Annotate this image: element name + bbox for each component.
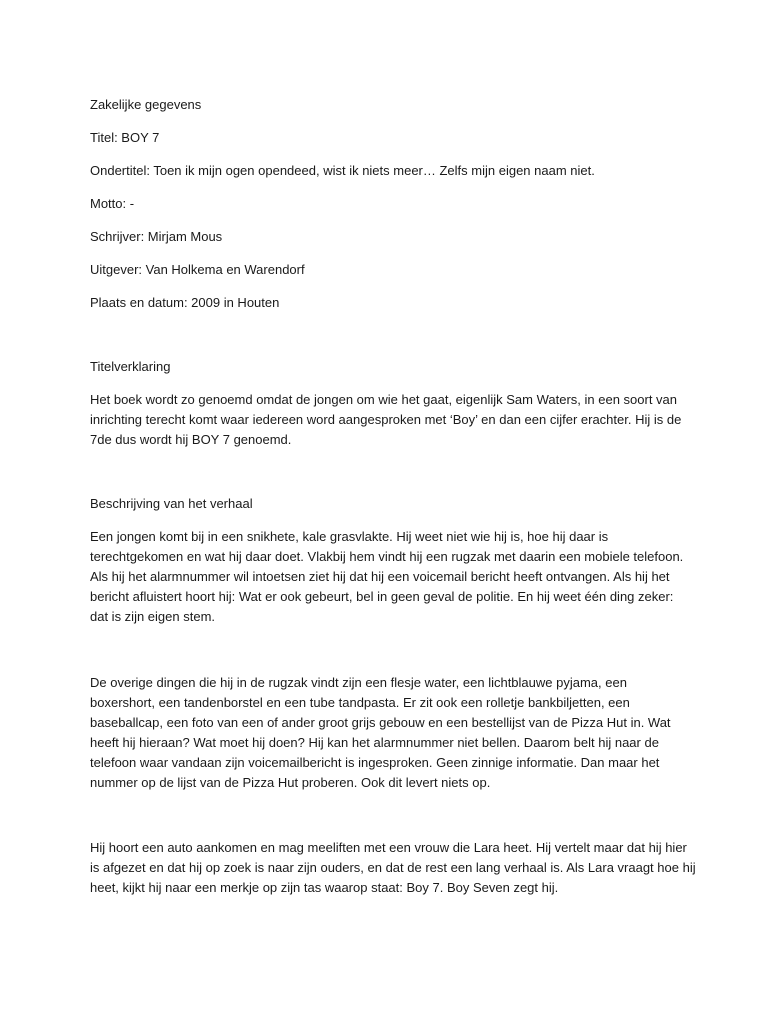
subtitle-field: Ondertitel: Toen ik mijn ogen opendeed, wist ik niets meer… Zelfs mijn eigen naam niet.: [90, 163, 595, 178]
text-line: bericht afluistert hoort hij: Wat er ook gebeurt, bel in geen geval de politie. En hij weet één ding zeker:: [90, 589, 674, 604]
section-heading-beschrijving: Beschrijving van het verhaal: [90, 496, 253, 511]
beschrijving-paragraph-3: [90, 838, 696, 898]
text-line: is afgezet en dat hij op zoek is naar zijn ouders, en dat de rest een lang verhaal is. Als Lara vraagt hoe hij: [90, 860, 696, 875]
text-line: Het boek wordt zo genoemd omdat de jongen om wie het gaat, eigenlijk Sam Waters, in een soort van: [90, 392, 678, 407]
section-heading-zakelijke: Zakelijke gegevens: [90, 97, 202, 112]
section-heading-titelverklaring: Titelverklaring: [90, 359, 171, 374]
text-line: terechtgekomen en wat hij daar doet. Vlakbij hem vindt hij een rugzak met daarin een mobiele telefoon.: [90, 549, 684, 564]
text-line: Een jongen komt bij in een snikhete, kale grasvlakte. Hij weet niet wie hij is, hoe hij daar is: [90, 529, 609, 544]
beschrijving-paragraph-2: [90, 673, 671, 793]
text-line: telefoon waar vandaan zijn voicemailbericht is ingesproken. Geen zinnige informatie. Dan maar het: [90, 755, 660, 770]
text-line: De overige dingen die hij in de rugzak vindt zijn een flesje water, een lichtblauwe pyjama, een: [90, 675, 627, 690]
text-line: baseballcap, een foto van een of ander groot grijs gebouw en een bestellijst van de Pizza Hut in. Wat: [90, 715, 671, 730]
text-line: 7de dus wordt hij BOY 7 genoemd.: [90, 432, 292, 447]
author-field: Schrijver: Mirjam Mous: [90, 229, 223, 244]
text-line: nummer op de lijst van de Pizza Hut proberen. Ook dit levert niets op.: [90, 775, 491, 790]
text-line: dat is zijn eigen stem.: [90, 609, 216, 624]
motto-field: Motto: -: [90, 196, 135, 211]
title-field: Titel: BOY 7: [90, 130, 160, 145]
place-date-field: Plaats en datum: 2009 in Houten: [90, 295, 280, 310]
text-line: inrichting terecht komt waar iedereen word aangesproken met ‘Boy’ en dan een cijfer erachter. Hij is de: [90, 412, 682, 427]
beschrijving-paragraph-1: [90, 527, 683, 627]
publisher-field: Uitgever: Van Holkema en Warendorf: [90, 262, 305, 277]
titelverklaring-paragraph: [90, 390, 681, 450]
text-line: boxershort, een tandenborstel en een tube tandpasta. Er zit ook een rolletje bankbiljetten, een: [90, 695, 630, 710]
text-line: Hij hoort een auto aankomen en mag meeliften met een vrouw die Lara heet. Hij vertelt maar dat hij hier: [90, 840, 687, 855]
text-line: heeft hij hieraan? Wat moet hij doen? Hij kan het alarmnummer niet bellen. Daarom belt hij naar de: [90, 735, 659, 750]
text-line: Als hij het alarmnummer wil intoetsen ziet hij dat hij een voicemail bericht heeft ontvangen. Als hij het: [90, 569, 670, 584]
text-line: heet, kijkt hij naar een merkje op zijn tas waarop staat: Boy 7. Boy Seven zegt hij.: [90, 880, 559, 895]
